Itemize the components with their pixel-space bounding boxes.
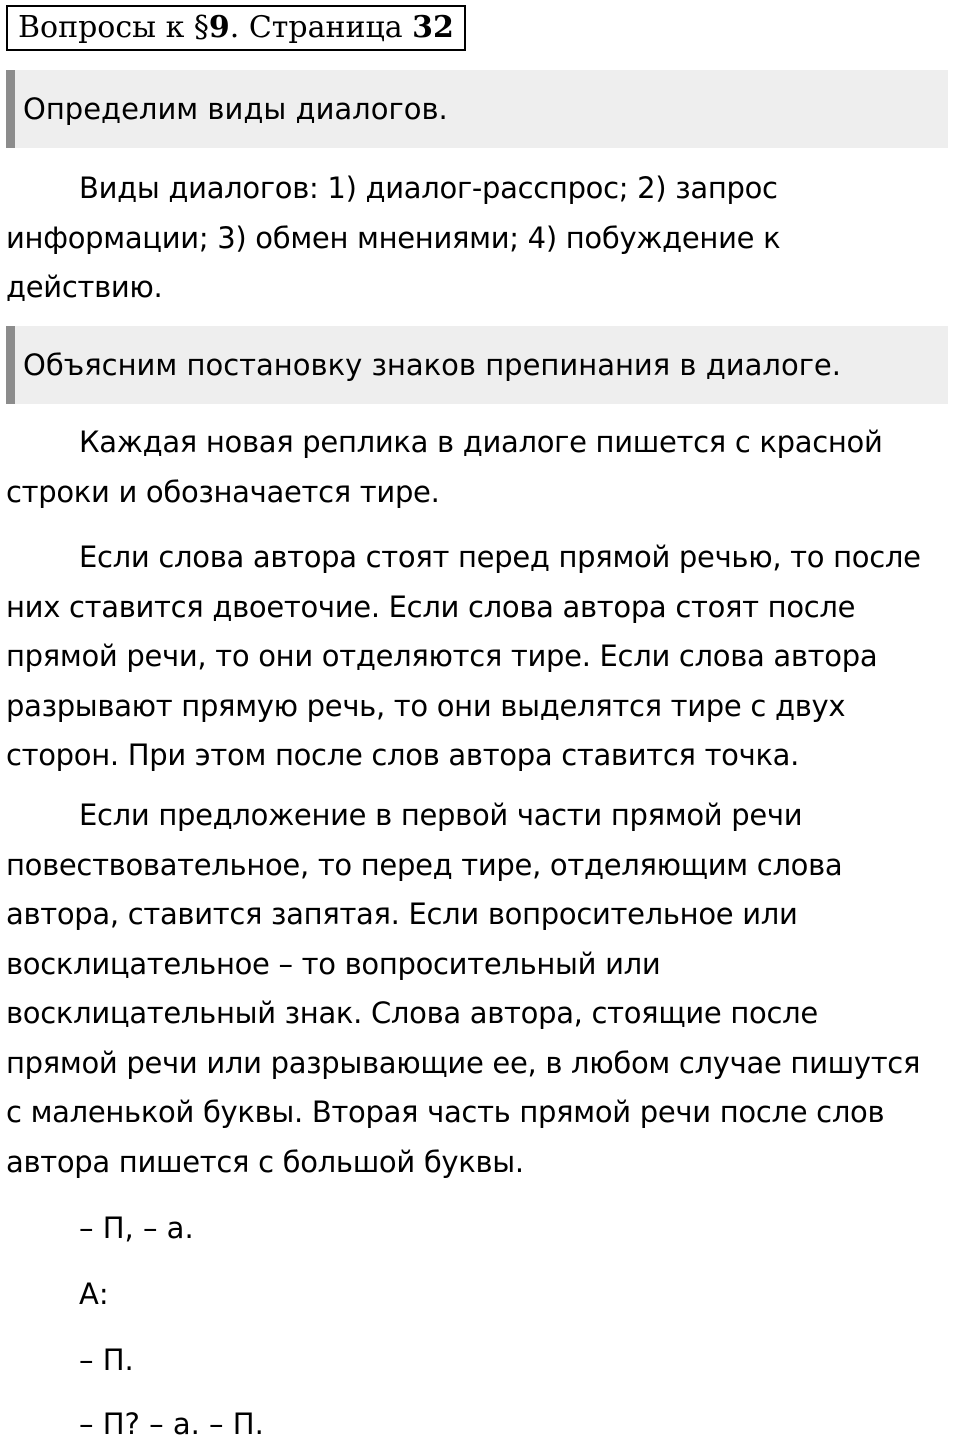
answer-1-line: Виды диалогов: 1) диалог-расспрос; 2) запрос — [79, 171, 778, 205]
answer-2-p3-line: повествовательное, то перед тире, отделяющим слова — [6, 847, 843, 882]
answer-2-p2-line: Если слова автора стоят перед прямой речью, то после — [79, 540, 921, 574]
dialogue-scheme-3: – П. — [79, 1343, 134, 1377]
header-section-number: 9 — [208, 10, 230, 45]
dialogue-scheme-1: – П, – а. — [79, 1211, 194, 1245]
task-2-box — [6, 326, 948, 404]
answer-1-paragraph — [6, 164, 958, 313]
answer-2-paragraph-3 — [6, 791, 958, 1187]
answer-2-p2-line: сторон. При этом после слов автора ставится точка. — [6, 738, 800, 772]
answer-1-line: действию. — [6, 270, 163, 304]
answer-1-line: информации; 3) обмен мнениями; 4) побуждение к — [6, 220, 781, 255]
header-middle: . Страница — [229, 10, 413, 45]
dialogue-scheme-4: – П? – а. – П. — [79, 1407, 264, 1441]
answer-2-p3-line: Если предложение в первой части прямой речи — [79, 798, 803, 832]
header-prefix: Вопросы к § — [18, 10, 209, 45]
task-2-text: Объясним постановку знаков препинания в диалоге. — [23, 348, 841, 382]
answer-2-p2-line: них ставится двоеточие. Если слова автора стоят после — [6, 589, 856, 624]
answer-2-p3-line: автора, ставится запятая. Если вопросительное или — [6, 897, 798, 931]
answer-2-p3-line: с маленькой буквы. Вторая часть прямой речи после слов — [6, 1095, 885, 1129]
dialogue-scheme-2: А: — [79, 1277, 109, 1311]
answer-2-p3-line: автора пишется с большой буквы. — [6, 1144, 524, 1179]
task-1-text: Определим виды диалогов. — [23, 92, 448, 126]
answer-2-p2-line: разрывают прямую речь, то они выделятся тире с двух — [6, 688, 846, 723]
answer-2-p2-line: прямой речи, то они отделяются тире. Если слова автора — [6, 639, 878, 673]
header-page-number: 32 — [412, 10, 454, 45]
answer-2-p3-line: восклицательное – то вопросительный или — [6, 946, 661, 981]
answer-2-p3-line: восклицательный знак. Слова автора, стоящие после — [6, 996, 818, 1030]
answer-2-p3-line: прямой речи или разрывающие ее, в любом случае пишутся — [6, 1045, 921, 1080]
answer-2-p1-line: строки и обозначается тире. — [6, 474, 440, 509]
task-1-box — [6, 70, 948, 148]
answer-2-paragraph-2 — [6, 533, 958, 781]
answer-2-paragraph-1 — [6, 418, 958, 517]
answer-2-p1-line: Каждая новая реплика в диалоге пишется с красной — [79, 425, 883, 459]
page-header — [6, 5, 466, 51]
